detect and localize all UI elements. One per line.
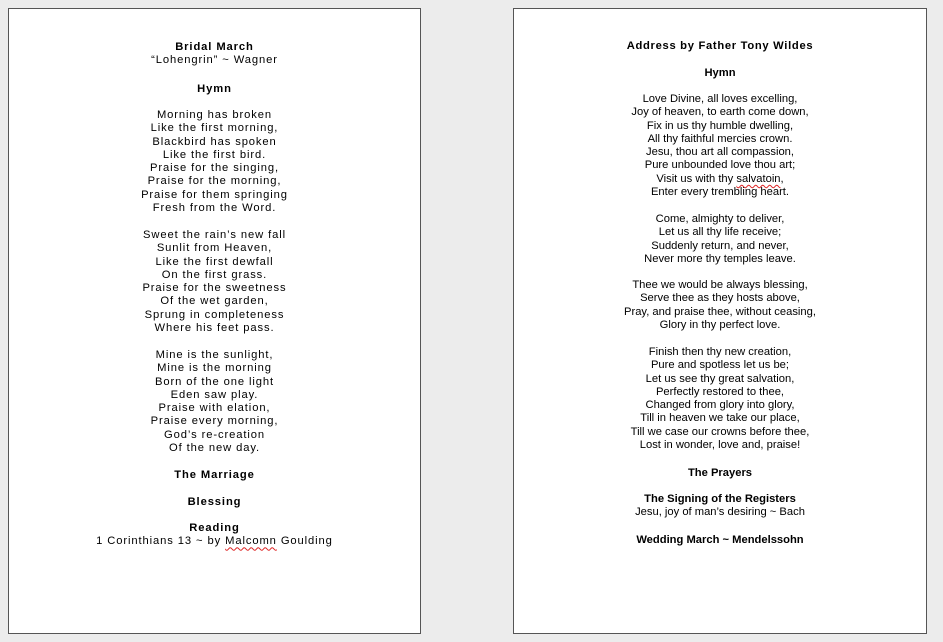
hymn-verse-left bbox=[9, 109, 420, 215]
verse-line: Mine is the sunlight, bbox=[155, 349, 274, 361]
verse-line: Morning has broken bbox=[156, 109, 273, 121]
verse-line: Like the first bird. bbox=[162, 148, 267, 161]
verse-line: Fix in us thy humble dwelling, bbox=[646, 119, 794, 132]
reading-heading: Reading bbox=[189, 522, 240, 534]
verse-line: Pure and spotless let us be; bbox=[650, 359, 790, 372]
verse-line: Sunlit from Heaven, bbox=[156, 242, 273, 255]
verse-line: God’s re-creation bbox=[164, 428, 265, 441]
hymn-verse-right bbox=[514, 279, 926, 332]
verse-line: Never more thy temples leave. bbox=[644, 252, 796, 265]
bridal-march-subtitle: “Lohengrin” ~ Wagner bbox=[151, 54, 278, 67]
page-right bbox=[513, 8, 927, 634]
wedding-march-section bbox=[514, 534, 926, 547]
verse-line: Of the new day. bbox=[168, 442, 261, 455]
verse-line bbox=[514, 173, 926, 186]
verse-line: Praise for the singing, bbox=[150, 162, 279, 175]
misspelled-name[interactable]: Malcomn bbox=[225, 535, 277, 548]
hymn-verse-right bbox=[514, 346, 926, 452]
verse-line: Glory in thy perfect love. bbox=[659, 318, 781, 331]
verse-line: Joy of heaven, to earth come down, bbox=[631, 106, 809, 119]
verse-line: Jesu, thou art all compassion, bbox=[646, 146, 794, 159]
reading-reference bbox=[9, 535, 420, 548]
verse-line: Enter every trembling heart. bbox=[650, 186, 790, 199]
verse-line: Pray, and praise thee, without ceasing, bbox=[624, 305, 816, 318]
prayers-heading: The Prayers bbox=[687, 467, 753, 479]
address-heading: Address by Father Tony Wildes bbox=[626, 40, 814, 52]
verse-line: Let us see thy great salvation, bbox=[645, 372, 795, 385]
verse-line: Let us all thy life receive; bbox=[658, 226, 782, 239]
verse-line: Till we case our crowns before thee, bbox=[630, 425, 810, 438]
verse-line: Come, almighty to deliver, bbox=[655, 213, 785, 225]
blessing-section bbox=[9, 496, 420, 509]
hymn-title-right bbox=[514, 67, 926, 80]
page-left bbox=[8, 8, 421, 634]
verse-line: Praise with elation, bbox=[158, 402, 271, 415]
verse-line: Of the wet garden, bbox=[160, 295, 269, 308]
verse-line: Love Divine, all loves excelling, bbox=[642, 93, 798, 105]
signing-music: Jesu, joy of man’s desiring ~ Bach bbox=[635, 506, 805, 519]
address-section bbox=[514, 40, 926, 53]
hymn-verse-right bbox=[514, 93, 926, 199]
hymn-title-left bbox=[9, 83, 420, 96]
marriage-heading: The Marriage bbox=[174, 469, 255, 481]
signing-section bbox=[514, 493, 926, 520]
hymn-verse-left bbox=[9, 229, 420, 335]
verse-line: All thy faithful mercies crown. bbox=[647, 132, 793, 145]
verse-line: Sweet the rain’s new fall bbox=[143, 229, 286, 241]
verse-line-start: Visit us with thy salvatoin, bbox=[656, 172, 784, 185]
verse-line: Pure unbounded love thou art; bbox=[644, 159, 796, 172]
verse-line: Like the first morning, bbox=[150, 122, 279, 135]
verse-line: Praise every morning, bbox=[150, 415, 279, 428]
wedding-march-heading: Wedding March ~ Mendelssohn bbox=[636, 534, 804, 546]
verse-line: Changed from glory into glory, bbox=[645, 399, 795, 412]
hymn-verse-left bbox=[9, 349, 420, 455]
prayers-section bbox=[514, 467, 926, 480]
verse-line: Lost in wonder, love and, praise! bbox=[639, 439, 801, 452]
verse-line: Where his feet pass. bbox=[154, 322, 275, 335]
verse-line: Mine is the morning bbox=[157, 362, 272, 375]
bridal-march-section bbox=[9, 41, 420, 68]
blessing-heading: Blessing bbox=[187, 496, 242, 508]
verse-line: Thee we would be always blessing, bbox=[632, 279, 808, 291]
verse-line: Finish then thy new creation, bbox=[648, 346, 792, 358]
verse-line: Blackbird has spoken bbox=[152, 135, 277, 148]
verse-line: Praise for the sweetness bbox=[142, 282, 287, 295]
verse-line: Serve thee as they hosts above, bbox=[640, 292, 800, 305]
bridal-march-title: Bridal March bbox=[175, 41, 254, 53]
verse-line: On the first grass. bbox=[161, 268, 268, 281]
verse-line: Sprung in completeness bbox=[144, 308, 285, 321]
verse-line: Born of the one light bbox=[154, 375, 275, 388]
reading-section bbox=[9, 522, 420, 549]
reading-text: Goulding bbox=[276, 535, 333, 548]
verse-line: Till in heaven we take our place, bbox=[640, 412, 800, 425]
verse-line: Eden saw play. bbox=[170, 388, 259, 401]
reading-text: 1 Corinthians 13 ~ by bbox=[96, 535, 226, 548]
verse-line: Suddenly return, and never, bbox=[651, 239, 789, 252]
hymn-heading: Hymn bbox=[704, 67, 736, 79]
verse-line: Fresh from the Word. bbox=[152, 202, 277, 215]
misspelled-word[interactable]: salvatoin bbox=[736, 172, 781, 185]
verse-line: Like the first dewfall bbox=[155, 255, 274, 268]
signing-heading: The Signing of the Registers bbox=[644, 493, 796, 505]
verse-line: Praise for the morning, bbox=[147, 175, 282, 188]
verse-line: Praise for them springing bbox=[141, 188, 288, 201]
marriage-section bbox=[9, 469, 420, 482]
hymn-verse-right bbox=[514, 213, 926, 266]
hymn-heading: Hymn bbox=[197, 83, 232, 95]
verse-line: Perfectly restored to thee, bbox=[655, 385, 785, 398]
